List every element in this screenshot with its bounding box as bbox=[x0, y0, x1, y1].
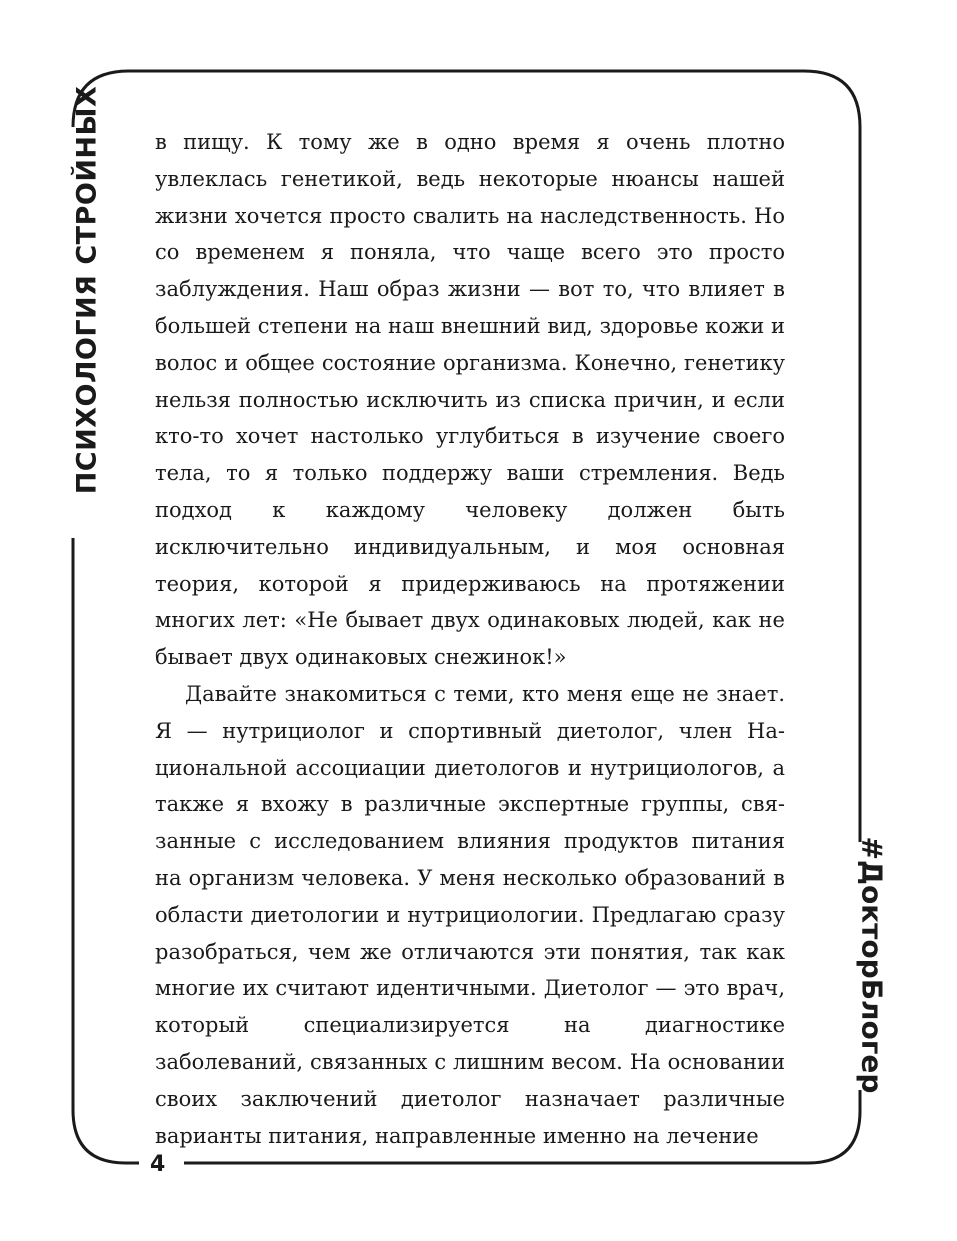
running-title: ПСИХОЛОГИЯ СТРОЙНЫХ bbox=[71, 85, 103, 495]
running-hashtag: #ДокторБлогер bbox=[855, 836, 889, 1094]
paragraph: Давайте знакомиться с теми, кто меня еще не знает. Я — нутрициолог и спортивный диетолог, член Национальной ассоциации диетологов и нутрициологов, а также я вхожу в различные экспертные группы, связанные с исследованием влияния продуктов питания на организм человека. У меня несколько образований в области диетологии и нутрициологии. Предлагаю сразу разобраться, чем же отличаются эти понятия, так как многие их считают идентичными. Диетолог — это врач, который специализируется на диагностике заболеваний, связанных с лишним весом. На основании своих заключений диетолог назначает различные варианты питания, направленные именно на лечение bbox=[155, 681, 785, 1148]
paragraph: в пищу. К тому же в одно время я очень плотно увлеклась генетикой, ведь некоторые нюансы нашей жизни хочется просто свалить на наследственность. Но со временем я поняла, что чаще всего это просто заблуждения. Наш образ жизни — вот то, что влияет в большей степени на наш внешний вид, здоровье кожи и волос и общее состояние организма. Конечно, генетику нельзя полностью исключить из списка причин, и если кто-то хочет настолько углубиться в изучение своего тела, то я только поддержу ваши стремления. Ведь подход к каждому человеку должен быть исключительно индивидуальным, и моя основная теория, которой я придерживаюсь на протяжении многих лет: «Не бывает двух одинаковых людей, как не бывает двух одинаковых снежинок!» bbox=[155, 130, 785, 670]
frame-left-lower-border bbox=[73, 538, 139, 1163]
page-number: 4 bbox=[150, 1152, 166, 1177]
body-text bbox=[155, 124, 785, 1154]
